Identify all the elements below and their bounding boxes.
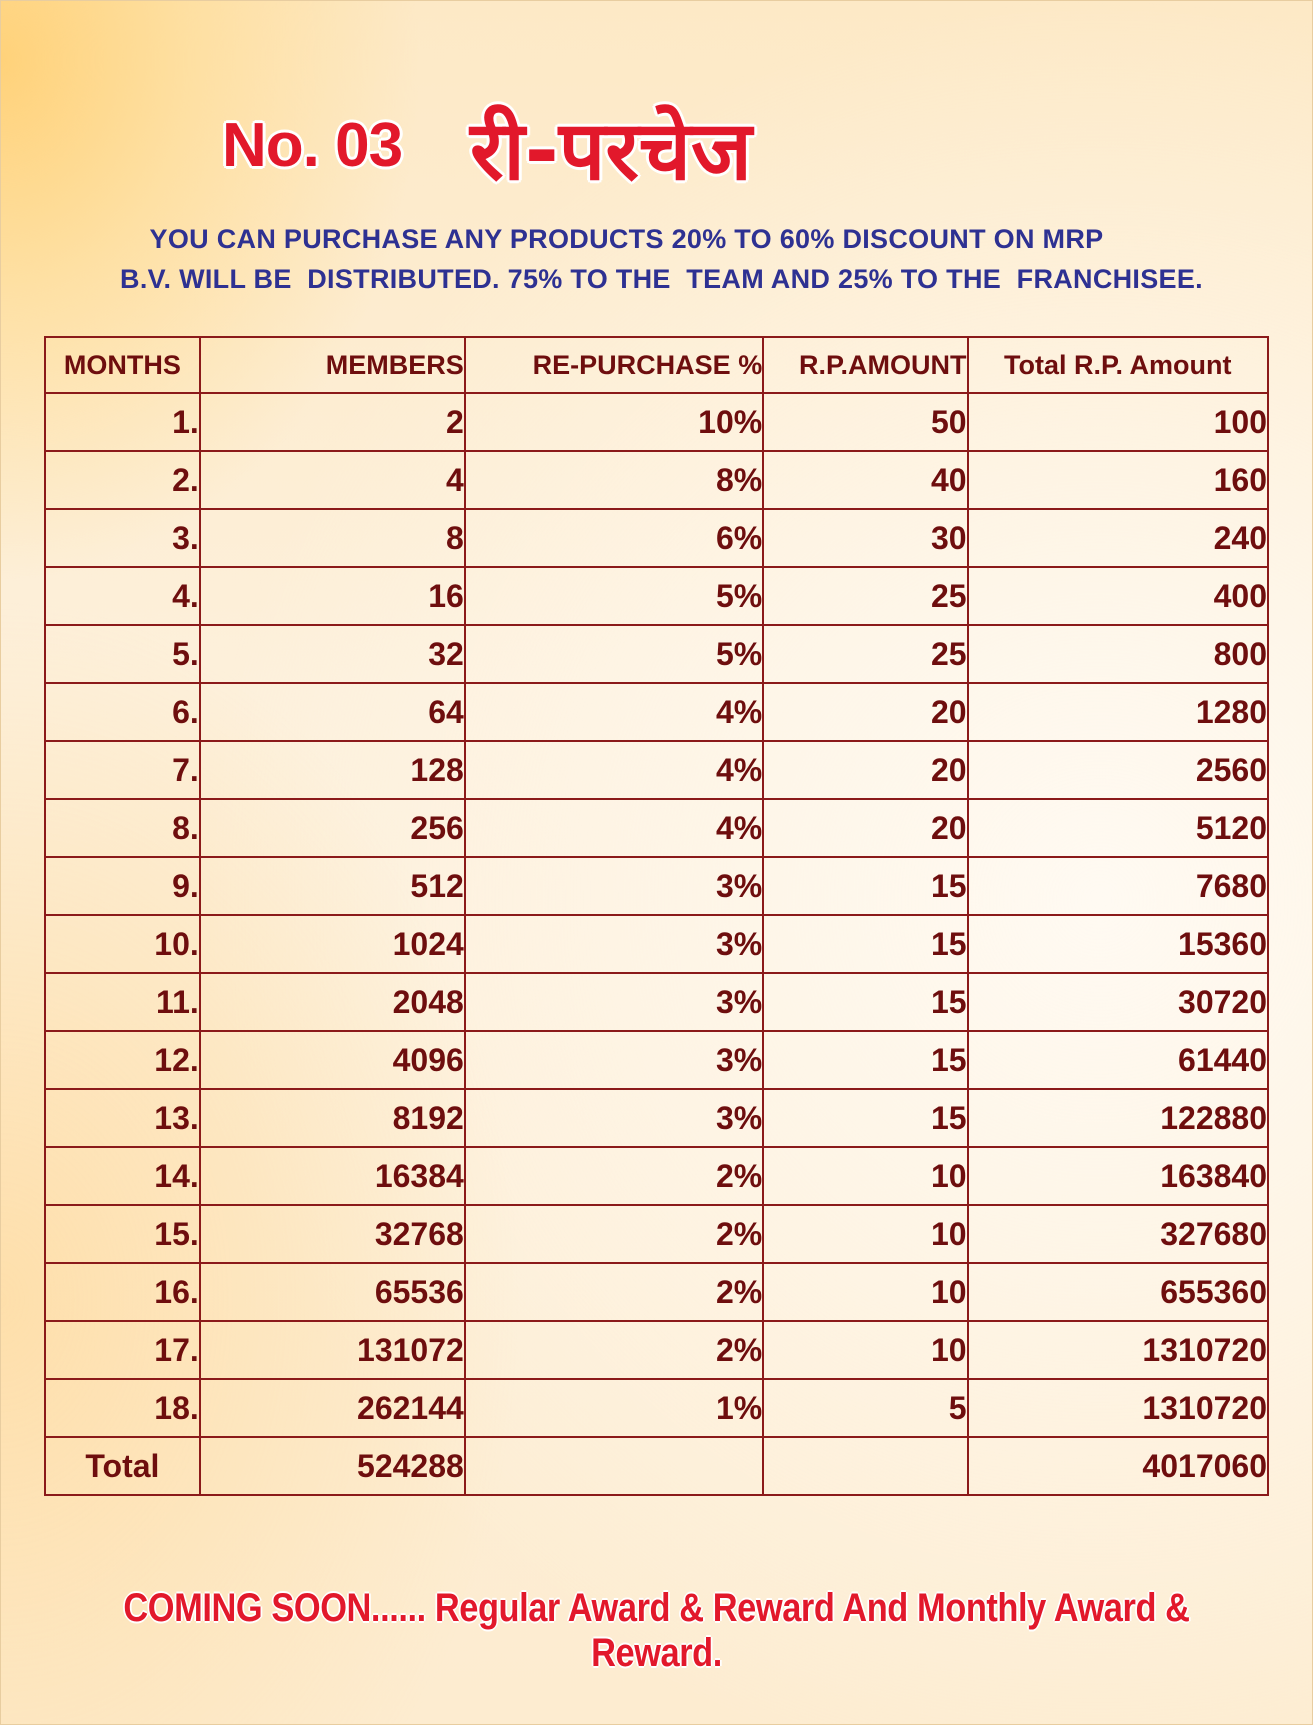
- cell-members: 128: [200, 741, 465, 799]
- cell-month: 10.: [45, 915, 200, 973]
- cell-members: 8192: [200, 1089, 465, 1147]
- total-label: Total: [45, 1437, 200, 1495]
- cell-rp-amount: 15: [763, 857, 967, 915]
- cell-month: 18.: [45, 1379, 200, 1437]
- table-row: [45, 857, 1268, 915]
- cell-members: 4: [200, 451, 465, 509]
- cell-rp-amount: 25: [763, 625, 967, 683]
- cell-month: 12.: [45, 1031, 200, 1089]
- total-empty-rp-amount: [763, 1437, 967, 1495]
- header-rp-amount: R.P.AMOUNT: [763, 337, 967, 393]
- cell-total-rp-amount: 1310720: [968, 1379, 1268, 1437]
- info-line-discount: YOU CAN PURCHASE ANY PRODUCTS 20% TO 60% DISCOUNT ON MRP: [149, 224, 1104, 254]
- cell-month: 8.: [45, 799, 200, 857]
- cell-rp-amount: 15: [763, 973, 967, 1031]
- plan-number: No. 03: [222, 111, 403, 180]
- table-row: [45, 683, 1268, 741]
- cell-month: 9.: [45, 857, 200, 915]
- cell-total-rp-amount: 122880: [968, 1089, 1268, 1147]
- table-body: [45, 393, 1268, 1437]
- cell-members: 16384: [200, 1147, 465, 1205]
- cell-repurchase-percent: 10%: [465, 393, 763, 451]
- cell-month: 3.: [45, 509, 200, 567]
- cell-month: 14.: [45, 1147, 200, 1205]
- cell-rp-amount: 30: [763, 509, 967, 567]
- cell-members: 16: [200, 567, 465, 625]
- cell-rp-amount: 25: [763, 567, 967, 625]
- cell-members: 1024: [200, 915, 465, 973]
- table-row: [45, 973, 1268, 1031]
- header-repurchase-percent: RE-PURCHASE %: [465, 337, 763, 393]
- cell-rp-amount: 10: [763, 1263, 967, 1321]
- cell-month: 17.: [45, 1321, 200, 1379]
- cell-members: 2: [200, 393, 465, 451]
- table-row: [45, 509, 1268, 567]
- cell-repurchase-percent: 4%: [465, 683, 763, 741]
- cell-repurchase-percent: 2%: [465, 1263, 763, 1321]
- total-empty-repurchase: [465, 1437, 763, 1495]
- cell-members: 131072: [200, 1321, 465, 1379]
- table-row: [45, 741, 1268, 799]
- cell-total-rp-amount: 400: [968, 567, 1268, 625]
- table-row: [45, 451, 1268, 509]
- cell-rp-amount: 20: [763, 799, 967, 857]
- table-header-row: [45, 337, 1268, 393]
- cell-repurchase-percent: 3%: [465, 1031, 763, 1089]
- cell-total-rp-amount: 800: [968, 625, 1268, 683]
- cell-rp-amount: 15: [763, 1089, 967, 1147]
- cell-rp-amount: 20: [763, 683, 967, 741]
- cell-total-rp-amount: 327680: [968, 1205, 1268, 1263]
- cell-total-rp-amount: 30720: [968, 973, 1268, 1031]
- table-row: [45, 1263, 1268, 1321]
- cell-total-rp-amount: 163840: [968, 1147, 1268, 1205]
- cell-members: 4096: [200, 1031, 465, 1089]
- header-total-rp-amount: Total R.P. Amount: [968, 337, 1268, 393]
- cell-rp-amount: 15: [763, 915, 967, 973]
- cell-month: 5.: [45, 625, 200, 683]
- cell-repurchase-percent: 3%: [465, 915, 763, 973]
- table-total-row: [45, 1437, 1268, 1495]
- table-row: [45, 1379, 1268, 1437]
- cell-repurchase-percent: 3%: [465, 857, 763, 915]
- cell-month: 4.: [45, 567, 200, 625]
- repurchase-table: [44, 336, 1269, 1496]
- cell-total-rp-amount: 655360: [968, 1263, 1268, 1321]
- cell-month: 11.: [45, 973, 200, 1031]
- table-row: [45, 625, 1268, 683]
- table-row: [45, 1321, 1268, 1379]
- cell-rp-amount: 10: [763, 1205, 967, 1263]
- table-row: [45, 567, 1268, 625]
- cell-members: 32768: [200, 1205, 465, 1263]
- cell-total-rp-amount: 7680: [968, 857, 1268, 915]
- cell-total-rp-amount: 240: [968, 509, 1268, 567]
- table-row: [45, 1089, 1268, 1147]
- title-row: [0, 92, 1313, 202]
- cell-rp-amount: 20: [763, 741, 967, 799]
- cell-members: 262144: [200, 1379, 465, 1437]
- cell-month: 16.: [45, 1263, 200, 1321]
- cell-members: 8: [200, 509, 465, 567]
- cell-total-rp-amount: 5120: [968, 799, 1268, 857]
- cell-month: 7.: [45, 741, 200, 799]
- cell-repurchase-percent: 2%: [465, 1321, 763, 1379]
- cell-rp-amount: 15: [763, 1031, 967, 1089]
- cell-rp-amount: 10: [763, 1147, 967, 1205]
- cell-repurchase-percent: 4%: [465, 741, 763, 799]
- cell-rp-amount: 5: [763, 1379, 967, 1437]
- cell-total-rp-amount: 61440: [968, 1031, 1268, 1089]
- cell-month: 15.: [45, 1205, 200, 1263]
- total-members: 524288: [200, 1437, 465, 1495]
- header-months: MONTHS: [45, 337, 200, 393]
- info-line-distribution: B.V. WILL BE DISTRIBUTED. 75% TO THE TEAM AND 25% TO THE FRANCHISEE.: [120, 264, 1203, 294]
- cell-rp-amount: 10: [763, 1321, 967, 1379]
- cell-total-rp-amount: 100: [968, 393, 1268, 451]
- table-row: [45, 1205, 1268, 1263]
- table-row: [45, 1147, 1268, 1205]
- table-row: [45, 393, 1268, 451]
- cell-total-rp-amount: 1280: [968, 683, 1268, 741]
- cell-total-rp-amount: 2560: [968, 741, 1268, 799]
- cell-month: 1.: [45, 393, 200, 451]
- total-amount: 4017060: [968, 1437, 1268, 1495]
- cell-month: 13.: [45, 1089, 200, 1147]
- cell-month: 2.: [45, 451, 200, 509]
- cell-repurchase-percent: 2%: [465, 1205, 763, 1263]
- cell-members: 2048: [200, 973, 465, 1031]
- cell-members: 64: [200, 683, 465, 741]
- cell-repurchase-percent: 2%: [465, 1147, 763, 1205]
- plan-title: री-परचेज: [470, 104, 752, 199]
- coming-soon-banner: COMING SOON...... Regular Award & Reward And Monthly Award & Reward.: [123, 1586, 1190, 1675]
- cell-repurchase-percent: 3%: [465, 1089, 763, 1147]
- cell-repurchase-percent: 3%: [465, 973, 763, 1031]
- cell-repurchase-percent: 5%: [465, 625, 763, 683]
- cell-month: 6.: [45, 683, 200, 741]
- table-row: [45, 915, 1268, 973]
- cell-repurchase-percent: 8%: [465, 451, 763, 509]
- cell-repurchase-percent: 5%: [465, 567, 763, 625]
- table-row: [45, 799, 1268, 857]
- cell-rp-amount: 50: [763, 393, 967, 451]
- cell-repurchase-percent: 6%: [465, 509, 763, 567]
- table-row: [45, 1031, 1268, 1089]
- cell-members: 256: [200, 799, 465, 857]
- cell-total-rp-amount: 15360: [968, 915, 1268, 973]
- header-members: MEMBERS: [200, 337, 465, 393]
- cell-members: 32: [200, 625, 465, 683]
- cell-members: 65536: [200, 1263, 465, 1321]
- cell-total-rp-amount: 1310720: [968, 1321, 1268, 1379]
- cell-repurchase-percent: 4%: [465, 799, 763, 857]
- cell-members: 512: [200, 857, 465, 915]
- cell-total-rp-amount: 160: [968, 451, 1268, 509]
- cell-repurchase-percent: 1%: [465, 1379, 763, 1437]
- cell-rp-amount: 40: [763, 451, 967, 509]
